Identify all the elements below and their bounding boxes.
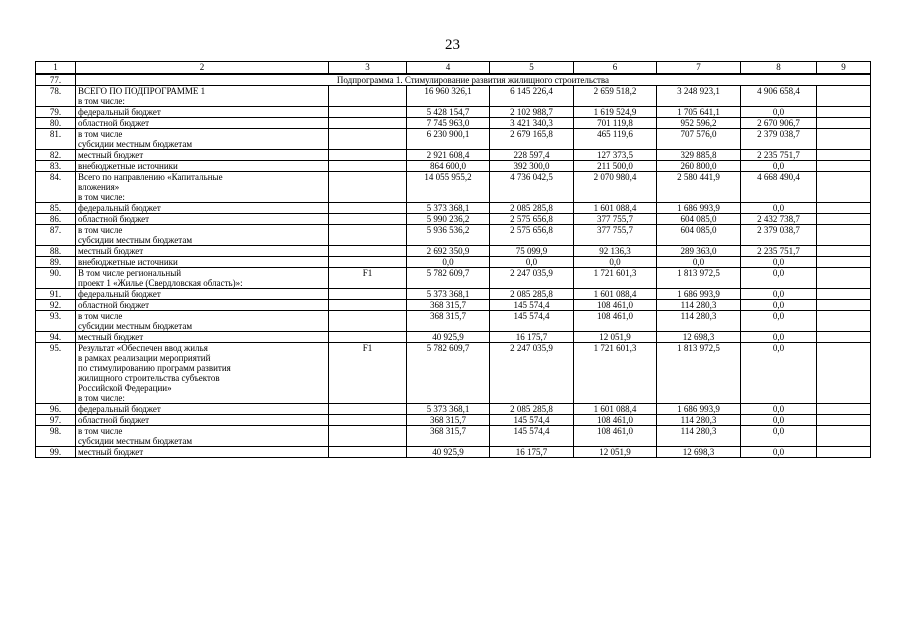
table-row (36, 300, 871, 311)
row-value-col8: 0,0 (741, 268, 817, 289)
row-value-col9 (817, 246, 871, 257)
row-code (329, 225, 407, 246)
row-value-col9 (817, 426, 871, 447)
row-value-col9 (817, 300, 871, 311)
table-row (36, 257, 871, 268)
row-value-col6: 465 119,6 (574, 129, 657, 150)
row-value-col5: 2 679 165,8 (490, 129, 574, 150)
column-number-header-row (36, 62, 871, 75)
row-number: 95. (36, 343, 76, 404)
row-number: 99. (36, 447, 76, 458)
row-code (329, 150, 407, 161)
row-value-col5: 2 247 035,9 (490, 268, 574, 289)
row-value-col6: 1 721 601,3 (574, 268, 657, 289)
row-value-col5: 145 574,4 (490, 415, 574, 426)
row-value-col8: 2 379 038,7 (741, 129, 817, 150)
table-row (36, 311, 871, 332)
row-label: В том числе региональный проект 1 «Жилье (Свердловская область)»: (76, 268, 329, 289)
table-row (36, 161, 871, 172)
row-value-col9 (817, 311, 871, 332)
row-code (329, 203, 407, 214)
row-number: 91. (36, 289, 76, 300)
row-value-col7: 2 580 441,9 (657, 172, 741, 203)
row-number: 88. (36, 246, 76, 257)
row-label: в том числе субсидии местным бюджетам (76, 225, 329, 246)
row-value-col9 (817, 161, 871, 172)
table-row (36, 268, 871, 289)
row-value-col8: 0,0 (741, 300, 817, 311)
row-value-col5: 75 099,9 (490, 246, 574, 257)
row-value-col4: 2 692 350,9 (407, 246, 490, 257)
row-code (329, 214, 407, 225)
row-value-col4: 5 428 154,7 (407, 107, 490, 118)
row-value-col7: 114 280,3 (657, 415, 741, 426)
row-label: местный бюджет (76, 246, 329, 257)
table-row (36, 343, 871, 404)
row-value-col7: 707 576,0 (657, 129, 741, 150)
row-value-col6: 377 755,7 (574, 225, 657, 246)
column-header: 9 (817, 62, 871, 75)
row-value-col6: 2 659 518,2 (574, 86, 657, 107)
row-value-col6: 0,0 (574, 257, 657, 268)
row-value-col4: 368 315,7 (407, 300, 490, 311)
row-label: областной бюджет (76, 214, 329, 225)
row-value-col4: 0,0 (407, 257, 490, 268)
row-value-col4: 14 055 955,2 (407, 172, 490, 203)
row-value-col8: 2 235 751,7 (741, 150, 817, 161)
row-value-col4: 368 315,7 (407, 426, 490, 447)
row-value-col5: 392 300,0 (490, 161, 574, 172)
row-value-col8: 4 668 490,4 (741, 172, 817, 203)
row-value-col8: 2 379 038,7 (741, 225, 817, 246)
row-value-col9 (817, 268, 871, 289)
row-value-col7: 604 085,0 (657, 225, 741, 246)
table-row (36, 332, 871, 343)
row-value-col9 (817, 86, 871, 107)
row-label: федеральный бюджет (76, 289, 329, 300)
column-header: 2 (76, 62, 329, 75)
row-code (329, 86, 407, 107)
row-value-col4: 5 936 536,2 (407, 225, 490, 246)
table-row (36, 447, 871, 458)
row-code (329, 107, 407, 118)
row-value-col6: 1 601 088,4 (574, 404, 657, 415)
row-value-col7: 114 280,3 (657, 311, 741, 332)
budget-table (35, 61, 871, 458)
row-number: 87. (36, 225, 76, 246)
row-value-col5: 0,0 (490, 257, 574, 268)
table-row (36, 246, 871, 257)
row-value-col6: 701 119,8 (574, 118, 657, 129)
row-value-col4: 5 373 368,1 (407, 289, 490, 300)
table-row (36, 225, 871, 246)
row-value-col9 (817, 289, 871, 300)
row-value-col7: 3 248 923,1 (657, 86, 741, 107)
row-label: областной бюджет (76, 118, 329, 129)
row-code (329, 246, 407, 257)
row-label: в том числе субсидии местным бюджетам (76, 311, 329, 332)
row-value-col7: 1 705 641,1 (657, 107, 741, 118)
table-row (36, 129, 871, 150)
table-row (36, 118, 871, 129)
column-header: 3 (329, 62, 407, 75)
row-value-col9 (817, 404, 871, 415)
row-value-col8: 2 432 738,7 (741, 214, 817, 225)
row-number: 84. (36, 172, 76, 203)
row-label: Результат «Обеспечен ввод жилья в рамках реализации мероприятий по стимулированию программ развития жилищного строительства субъектов Российской Федерации» в том числе: (76, 343, 329, 404)
row-code (329, 161, 407, 172)
row-number: 81. (36, 129, 76, 150)
row-label: местный бюджет (76, 332, 329, 343)
row-number: 80. (36, 118, 76, 129)
row-value-col6: 12 051,9 (574, 332, 657, 343)
row-value-col7: 329 885,8 (657, 150, 741, 161)
row-label: Всего по направлению «Капитальные вложения» в том числе: (76, 172, 329, 203)
row-value-col5: 228 597,4 (490, 150, 574, 161)
row-value-col7: 604 085,0 (657, 214, 741, 225)
column-header: 5 (490, 62, 574, 75)
row-value-col6: 108 461,0 (574, 415, 657, 426)
table-row (36, 426, 871, 447)
row-value-col9 (817, 332, 871, 343)
row-code (329, 172, 407, 203)
row-label: областной бюджет (76, 300, 329, 311)
row-value-col4: 5 782 609,7 (407, 268, 490, 289)
row-value-col9 (817, 214, 871, 225)
row-value-col4: 5 373 368,1 (407, 404, 490, 415)
column-header: 7 (657, 62, 741, 75)
row-value-col8: 0,0 (741, 447, 817, 458)
subprogram-row (36, 74, 871, 86)
table-row (36, 203, 871, 214)
row-value-col7: 114 280,3 (657, 300, 741, 311)
row-value-col6: 211 500,0 (574, 161, 657, 172)
table-row (36, 107, 871, 118)
row-value-col8: 2 235 751,7 (741, 246, 817, 257)
row-value-col7: 289 363,0 (657, 246, 741, 257)
row-value-col7: 114 280,3 (657, 426, 741, 447)
row-value-col6: 377 755,7 (574, 214, 657, 225)
row-value-col4: 16 960 326,1 (407, 86, 490, 107)
row-code (329, 426, 407, 447)
row-code (329, 415, 407, 426)
row-value-col8: 4 906 658,4 (741, 86, 817, 107)
row-code (329, 257, 407, 268)
table-row (36, 214, 871, 225)
row-value-col9 (817, 150, 871, 161)
row-value-col7: 1 813 972,5 (657, 343, 741, 404)
subprogram-title: Подпрограмма 1. Стимулирование развития жилищного строительства (76, 74, 871, 86)
row-value-col8: 0,0 (741, 404, 817, 415)
row-value-col5: 2 575 656,8 (490, 214, 574, 225)
row-number: 82. (36, 150, 76, 161)
row-code (329, 289, 407, 300)
row-code (329, 118, 407, 129)
table-row (36, 172, 871, 203)
row-value-col7: 1 686 993,9 (657, 203, 741, 214)
column-header: 4 (407, 62, 490, 75)
row-value-col9 (817, 343, 871, 404)
row-value-col8: 0,0 (741, 415, 817, 426)
row-value-col8: 0,0 (741, 161, 817, 172)
row-label: федеральный бюджет (76, 404, 329, 415)
row-value-col5: 16 175,7 (490, 332, 574, 343)
row-number: 78. (36, 86, 76, 107)
row-number: 97. (36, 415, 76, 426)
row-value-col4: 368 315,7 (407, 311, 490, 332)
row-number: 77. (36, 74, 76, 86)
row-value-col9 (817, 203, 871, 214)
row-value-col5: 2 575 656,8 (490, 225, 574, 246)
row-value-col4: 40 925,9 (407, 447, 490, 458)
row-value-col9 (817, 107, 871, 118)
row-label: ВСЕГО ПО ПОДПРОГРАММЕ 1 в том числе: (76, 86, 329, 107)
row-value-col8: 0,0 (741, 426, 817, 447)
row-value-col5: 2 247 035,9 (490, 343, 574, 404)
table-row (36, 150, 871, 161)
row-value-col5: 145 574,4 (490, 426, 574, 447)
row-number: 92. (36, 300, 76, 311)
row-value-col4: 864 600,0 (407, 161, 490, 172)
row-value-col8: 0,0 (741, 289, 817, 300)
row-value-col8: 0,0 (741, 332, 817, 343)
row-code: F1 (329, 343, 407, 404)
row-value-col8: 0,0 (741, 257, 817, 268)
row-value-col4: 40 925,9 (407, 332, 490, 343)
row-number: 90. (36, 268, 76, 289)
row-code (329, 129, 407, 150)
row-label: внебюджетные источники (76, 257, 329, 268)
row-value-col9 (817, 225, 871, 246)
row-value-col7: 0,0 (657, 257, 741, 268)
row-code (329, 447, 407, 458)
row-value-col7: 1 686 993,9 (657, 404, 741, 415)
row-code (329, 311, 407, 332)
row-value-col6: 1 619 524,9 (574, 107, 657, 118)
row-number: 98. (36, 426, 76, 447)
row-code (329, 300, 407, 311)
row-value-col5: 2 085 285,8 (490, 203, 574, 214)
row-value-col5: 3 421 340,3 (490, 118, 574, 129)
table-row (36, 404, 871, 415)
row-value-col4: 7 745 963,0 (407, 118, 490, 129)
row-value-col6: 108 461,0 (574, 311, 657, 332)
row-value-col7: 1 686 993,9 (657, 289, 741, 300)
row-value-col4: 368 315,7 (407, 415, 490, 426)
row-value-col6: 12 051,9 (574, 447, 657, 458)
row-value-col5: 2 085 285,8 (490, 404, 574, 415)
row-label: федеральный бюджет (76, 107, 329, 118)
row-value-col7: 1 813 972,5 (657, 268, 741, 289)
row-number: 89. (36, 257, 76, 268)
row-value-col5: 145 574,4 (490, 311, 574, 332)
column-header: 6 (574, 62, 657, 75)
row-label: федеральный бюджет (76, 203, 329, 214)
row-value-col6: 2 070 980,4 (574, 172, 657, 203)
row-number: 79. (36, 107, 76, 118)
row-value-col8: 0,0 (741, 311, 817, 332)
table-row (36, 289, 871, 300)
row-label: внебюджетные источники (76, 161, 329, 172)
row-value-col7: 12 698,3 (657, 332, 741, 343)
column-header: 8 (741, 62, 817, 75)
row-number: 86. (36, 214, 76, 225)
row-value-col4: 6 230 900,1 (407, 129, 490, 150)
table-row (36, 86, 871, 107)
row-value-col6: 1 601 088,4 (574, 203, 657, 214)
row-value-col8: 0,0 (741, 107, 817, 118)
row-value-col5: 6 145 226,4 (490, 86, 574, 107)
row-label: областной бюджет (76, 415, 329, 426)
row-code (329, 404, 407, 415)
row-value-col4: 5 990 236,2 (407, 214, 490, 225)
table-row (36, 415, 871, 426)
row-code (329, 332, 407, 343)
row-code: F1 (329, 268, 407, 289)
row-number: 96. (36, 404, 76, 415)
row-value-col6: 92 136,3 (574, 246, 657, 257)
row-value-col9 (817, 257, 871, 268)
row-value-col6: 1 721 601,3 (574, 343, 657, 404)
page-number: 23 (445, 37, 460, 53)
row-value-col6: 1 601 088,4 (574, 289, 657, 300)
row-value-col9 (817, 447, 871, 458)
row-label: в том числе субсидии местным бюджетам (76, 129, 329, 150)
row-label: местный бюджет (76, 150, 329, 161)
row-value-col9 (817, 118, 871, 129)
row-value-col8: 0,0 (741, 203, 817, 214)
row-value-col5: 4 736 042,5 (490, 172, 574, 203)
row-value-col7: 952 596,2 (657, 118, 741, 129)
row-value-col4: 5 373 368,1 (407, 203, 490, 214)
row-value-col4: 2 921 608,4 (407, 150, 490, 161)
row-number: 93. (36, 311, 76, 332)
row-value-col7: 260 800,0 (657, 161, 741, 172)
row-value-col8: 2 670 906,7 (741, 118, 817, 129)
row-value-col9 (817, 415, 871, 426)
row-number: 85. (36, 203, 76, 214)
row-label: в том числе субсидии местным бюджетам (76, 426, 329, 447)
row-value-col9 (817, 129, 871, 150)
row-label: местный бюджет (76, 447, 329, 458)
row-value-col8: 0,0 (741, 343, 817, 404)
row-value-col9 (817, 172, 871, 203)
row-number: 94. (36, 332, 76, 343)
row-value-col5: 2 085 285,8 (490, 289, 574, 300)
row-value-col5: 2 102 988,7 (490, 107, 574, 118)
row-value-col6: 127 373,5 (574, 150, 657, 161)
column-header: 1 (36, 62, 76, 75)
row-value-col7: 12 698,3 (657, 447, 741, 458)
row-value-col6: 108 461,0 (574, 426, 657, 447)
row-value-col5: 16 175,7 (490, 447, 574, 458)
row-value-col4: 5 782 609,7 (407, 343, 490, 404)
row-value-col6: 108 461,0 (574, 300, 657, 311)
row-value-col5: 145 574,4 (490, 300, 574, 311)
row-number: 83. (36, 161, 76, 172)
